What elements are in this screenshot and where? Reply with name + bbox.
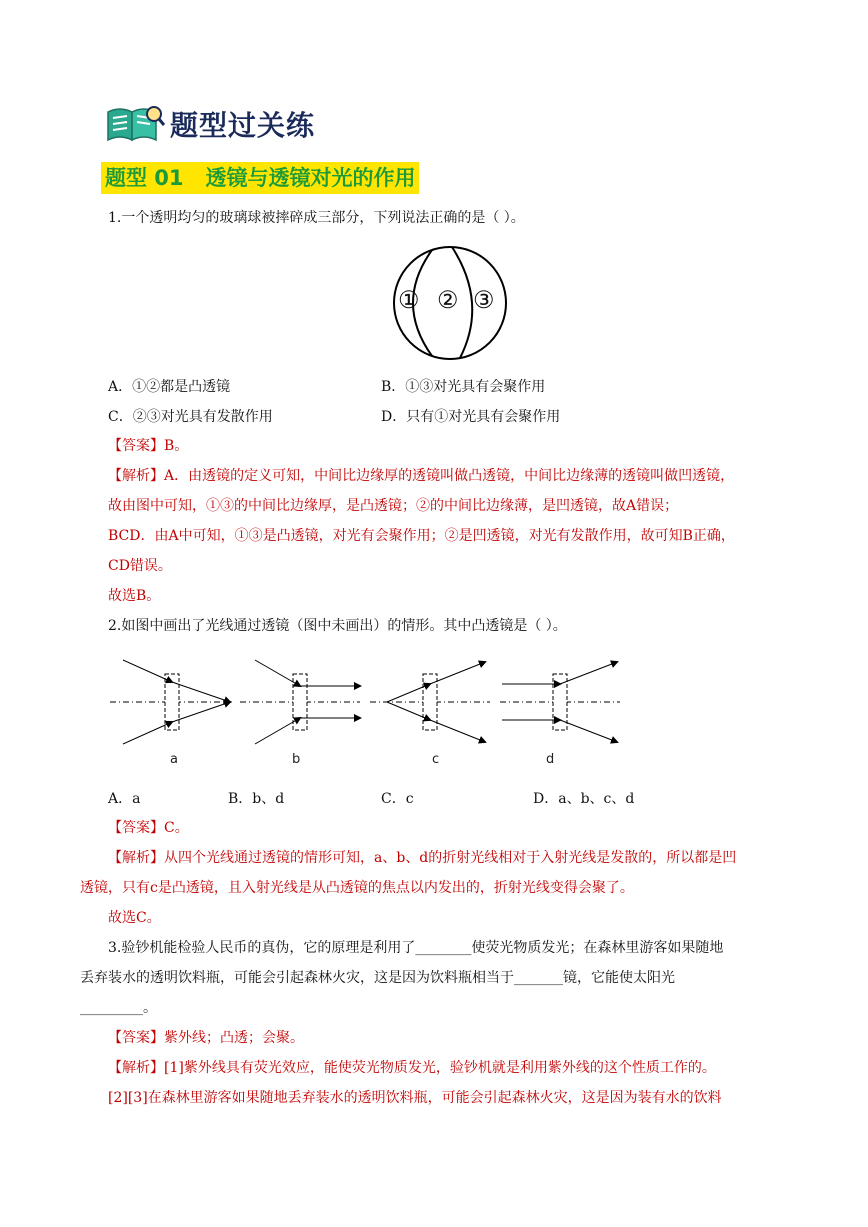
q2-conclusion: 故选C。	[108, 910, 161, 926]
q1-analysis-line-2: 故由图中可知，①③的中间比边缘厚，是凸透镜；②的中间比边缘薄，是凹透镜，故A错误；	[108, 498, 679, 514]
q1-analysis-line-1: 【解析】A．由透镜的定义可知，中间比边缘厚的透镜叫做凸透镜，中间比边缘薄的透镜叫做凹透镜，	[108, 468, 735, 484]
diagram-label-c: c	[432, 752, 440, 767]
diagram-label-d: d	[546, 752, 555, 767]
diagram-c	[370, 662, 490, 742]
question-3-stem-line-1: 3.验钞机能检验人民币的真伪，它的原理是利用了________使荧光物质发光；在森林里游客如果随地	[108, 940, 724, 956]
diagram-b	[240, 660, 360, 744]
book-magnifier-icon	[104, 102, 166, 144]
q2-option-b: B．b、d	[228, 791, 285, 807]
diagram-label-b: b	[292, 752, 301, 767]
q1-analysis-line-4: CD错误。	[108, 558, 172, 574]
q1-analysis-line-3: BCD．由A中可知，①③是凸透镜，对光有会聚作用；②是凹透镜，对光有发散作用，故可知B正确，	[108, 528, 735, 544]
question-3-stem-line-2: 丢弃装水的透明饮料瓶，可能会引起森林火灾，这是因为饮料瓶相当于_______镜，它能使太阳光	[80, 970, 675, 986]
q1-option-b: B．①③对光具有会聚作用	[381, 379, 546, 395]
region-2-label: ②	[437, 286, 459, 314]
q1-option-d: D．只有①对光具有会聚作用	[381, 409, 561, 425]
q1-option-a: A．①②都是凸透镜	[108, 379, 231, 395]
diagram-d	[500, 662, 620, 742]
q2-answer: 【答案】C。	[108, 820, 189, 836]
q1-conclusion: 故选B。	[108, 588, 161, 604]
q3-answer: 【答案】紫外线；凸透；会聚。	[108, 1030, 304, 1046]
question-2-stem: 2.如图中画出了光线通过透镜（图中未画出）的情形。其中凸透镜是（ ）。	[108, 618, 567, 634]
region-3-label: ③	[473, 286, 495, 314]
question-1-stem: 1.一个透明均匀的玻璃球被摔碎成三部分，下列说法正确的是（ ）。	[108, 210, 525, 226]
q1-answer: 【答案】B。	[108, 438, 189, 454]
lens-ray-diagram	[105, 652, 625, 752]
q2-analysis-line-1: 【解析】从四个光线通过透镜的情形可知，a、b、d的折射光线相对于入射光线是发散的，所以都是凹	[108, 850, 737, 866]
q3-analysis-line-2: [2][3]在森林里游客如果随地丢弃装水的透明饮料瓶，可能会引起森林火灾，这是因为装有水的饮料	[108, 1090, 722, 1106]
q2-option-a: A．a	[108, 791, 141, 807]
region-1-label: ①	[398, 286, 420, 314]
question-3-stem-line-3: _________。	[80, 1000, 157, 1016]
q2-analysis-line-2: 透镜，只有c是凸透镜，且入射光线是从凸透镜的焦点以内发出的，折射光线变得会聚了。	[80, 880, 634, 896]
q3-analysis-line-1: 【解析】[1]紫外线具有荧光效应，能使荧光物质发光，验钞机就是利用紫外线的这个性质工作的。	[108, 1060, 716, 1076]
q1-option-c: C．②③对光具有发散作用	[108, 409, 273, 425]
q2-option-c: C．c	[381, 791, 414, 807]
diagram-label-a: a	[170, 752, 178, 767]
diagram-a	[110, 660, 230, 744]
section-banner: 题型 01 透镜与透镜对光的作用	[101, 162, 419, 194]
page-title: 题型过关练	[170, 109, 316, 142]
q2-option-d: D．a、b、c、d	[533, 791, 635, 807]
